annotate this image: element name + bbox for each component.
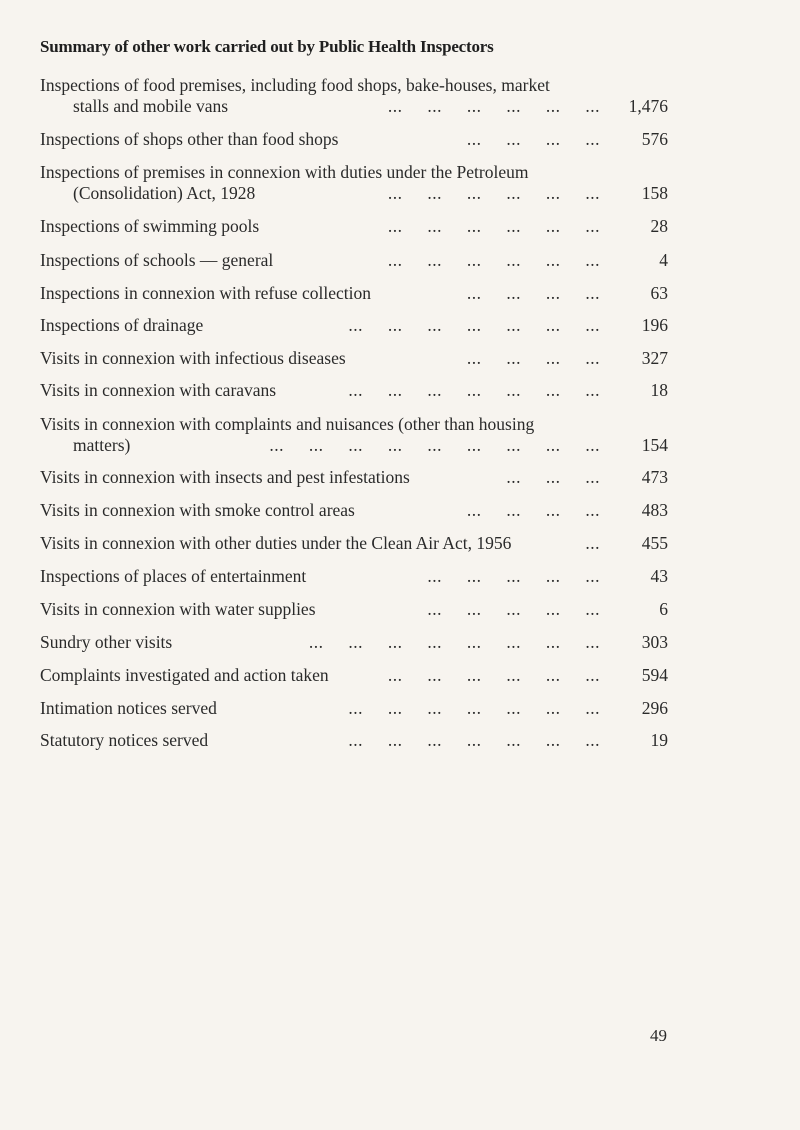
row-value: 576 (641, 129, 668, 149)
dot-leader: ... ... ... ... (466, 348, 600, 368)
dot-leader: ... (585, 533, 600, 553)
row-value: 154 (641, 435, 668, 455)
dot-leader: ... ... ... ... ... ... (387, 665, 600, 685)
dot-leader: ... ... ... ... ... ... (387, 216, 600, 236)
row-label: Visits in connexion with other duties under the Clean Air Act, 1956 (40, 533, 512, 553)
row-label: Visits in connexion with caravans (40, 380, 277, 400)
row-value: 1,476 (628, 96, 668, 116)
page-number: 49 (650, 1026, 667, 1045)
table-row (40, 532, 668, 554)
table-row (40, 466, 668, 488)
row-value: 4 (659, 250, 668, 270)
table-row (40, 161, 668, 183)
row-value: 327 (641, 348, 668, 368)
table-row (40, 379, 668, 401)
table-row (40, 413, 668, 435)
table-row (40, 347, 668, 369)
dot-leader: ... ... ... ... ... ... (387, 96, 600, 116)
dot-leader: ... ... ... ... ... (427, 566, 600, 586)
table-row (40, 598, 668, 620)
row-label: Inspections in connexion with refuse collection (40, 283, 371, 303)
dot-leader: ... ... ... ... ... ... ... (348, 380, 600, 400)
row-label: Intimation notices served (40, 698, 217, 718)
dot-leader: ... ... ... ... ... ... ... (348, 730, 600, 750)
row-value: 19 (650, 730, 668, 750)
row-label: Visits in connexion with insects and pest infestations (40, 467, 410, 487)
table-row (73, 95, 668, 117)
table-row (40, 565, 668, 587)
row-label-continuation: matters) (73, 435, 131, 455)
row-value: 483 (641, 500, 668, 520)
row-label: Visits in connexion with infectious diseases (40, 348, 346, 368)
row-label: Inspections of swimming pools (40, 216, 260, 236)
table-row (40, 215, 668, 237)
row-value: 63 (650, 283, 668, 303)
row-label: Inspections of places of entertainment (40, 566, 307, 586)
row-label: Visits in connexion with water supplies (40, 599, 316, 619)
dot-leader: ... ... ... ... ... ... ... (348, 698, 600, 718)
row-label: Inspections of schools — general (40, 250, 274, 270)
row-value: 18 (650, 380, 668, 400)
dot-leader: ... ... ... ... ... ... ... (348, 315, 600, 335)
row-label: Inspections of shops other than food shops (40, 129, 339, 149)
row-label: Visits in connexion with smoke control areas (40, 500, 355, 520)
row-value: 594 (641, 665, 668, 685)
row-label: Inspections of drainage (40, 315, 204, 335)
row-label: Sundry other visits (40, 632, 173, 652)
dot-leader: ... ... ... ... ... ... (387, 250, 600, 270)
table-row (40, 631, 668, 653)
row-label-continuation: (Consolidation) Act, 1928 (73, 183, 256, 203)
table-row (73, 182, 668, 204)
dot-leader: ... ... ... (506, 467, 600, 487)
row-label: Statutory notices served (40, 730, 209, 750)
row-value: 296 (641, 698, 668, 718)
row-value: 28 (650, 216, 668, 236)
table-row (40, 128, 668, 150)
dot-leader: ... ... ... ... (466, 283, 600, 303)
dot-leader: ... ... ... ... ... ... ... ... (308, 632, 600, 652)
row-value: 473 (641, 467, 668, 487)
page-title: Summary of other work carried out by Public Health Inspectors (40, 37, 494, 56)
table-row (40, 74, 668, 96)
row-value: 303 (641, 632, 668, 652)
dot-leader: ... ... ... ... ... ... (387, 183, 600, 203)
table-row (40, 282, 668, 304)
table-row (40, 729, 668, 751)
table-row (40, 499, 668, 521)
row-value: 6 (659, 599, 668, 619)
table-row (40, 249, 668, 271)
dot-leader: ... ... ... ... (466, 500, 600, 520)
dot-leader: ... ... ... ... (466, 129, 600, 149)
dot-leader: ... ... ... ... ... ... ... ... ... (269, 435, 600, 455)
row-label: Complaints investigated and action taken (40, 665, 329, 685)
dot-leader: ... ... ... ... ... (427, 599, 600, 619)
row-label: Visits in connexion with complaints and nuisances (other than housing (40, 414, 535, 434)
row-label: Inspections of premises in connexion with duties under the Petroleum (40, 162, 529, 182)
row-label: Inspections of food premises, including food shops, bake-houses, market (40, 75, 550, 95)
row-value: 43 (650, 566, 668, 586)
table-row (40, 664, 668, 686)
row-label-continuation: stalls and mobile vans (73, 96, 229, 116)
table-row (40, 697, 668, 719)
table-row (73, 434, 668, 456)
table-row (40, 314, 668, 336)
row-value: 158 (641, 183, 668, 203)
row-value: 196 (641, 315, 668, 335)
row-value: 455 (641, 533, 668, 553)
